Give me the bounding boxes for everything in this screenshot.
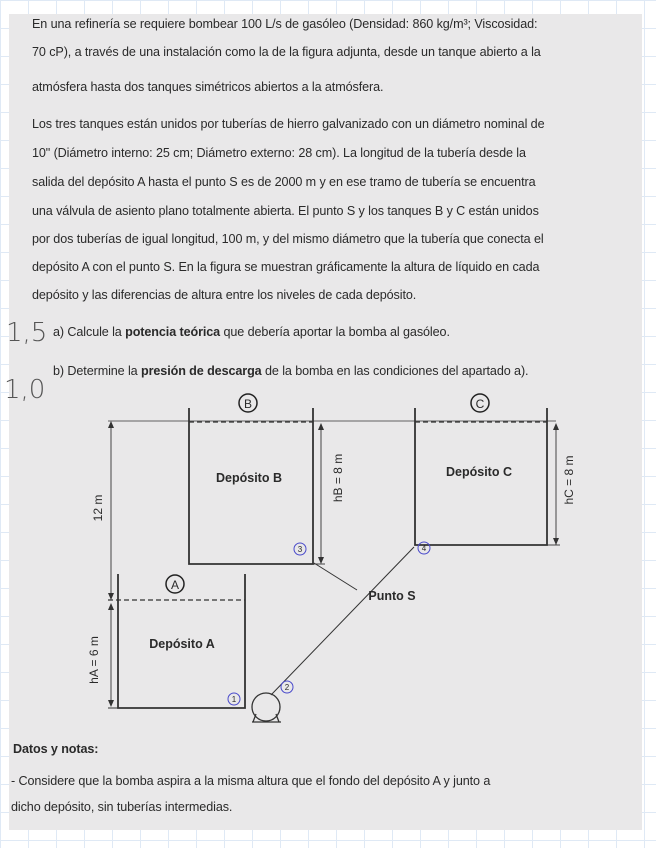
circle-b-label: B (243, 397, 253, 411)
tank-b-label: Depósito B (216, 471, 282, 485)
mark-1: 1 (231, 695, 237, 704)
paragraph2-line1: Los tres tanques están unidos por tuberías de hierro galvanizado con un diámetro nominal de (32, 117, 545, 131)
paragraph2-line4: una válvula de asiento plano totalmente abierta. El punto S y los tanques B y C están unidos (32, 204, 539, 218)
question-a-prefix: a) Calcule la (53, 325, 126, 339)
circle-a-label: A (170, 578, 180, 592)
dim-ha-label: hA = 6 m (87, 636, 101, 684)
tank-c-label: Depósito C (446, 465, 512, 479)
paragraph2-line6: depósito A con el punto S. En la figura se muestran gráficamente la altura de líquido en cada (32, 260, 540, 274)
question-b-bold: presión de descarga (141, 364, 262, 378)
question-a-suffix: que debería aportar la bomba al gasóleo. (220, 325, 450, 339)
notes-line2: dicho depósito, sin tuberías intermedias. (11, 800, 233, 814)
paragraph2-line7: depósito y las diferencias de altura entre los niveles de cada depósito. (32, 288, 417, 302)
tank-a-label: Depósito A (149, 637, 215, 651)
notes-line1: - Considere que la bomba aspira a la misma altura que el fondo del depósito A y junto a (11, 774, 491, 788)
question-b-prefix: b) Determine la (53, 364, 141, 378)
paragraph1-line1: En una refinería se requiere bombear 100 L/s de gasóleo (Densidad: 860 kg/m³; Viscosidad: (32, 17, 538, 31)
dim-hc-label: hC = 8 m (562, 455, 576, 505)
mark-3: 3 (297, 545, 303, 554)
question-a-bold: potencia teórica (125, 325, 221, 339)
punto-s-label: Punto S (368, 589, 416, 603)
pump-icon (252, 693, 280, 721)
mark-4: 4 (421, 544, 427, 553)
pipe-a-to-c (271, 547, 414, 695)
mark-2: 2 (284, 683, 290, 692)
handwritten-score-b: 1,0 (4, 375, 46, 405)
dim-hb-label: hB = 8 m (331, 453, 345, 503)
paragraph2-line2: 10" (Diámetro interno: 25 cm; Diámetro externo: 28 cm). La longitud de la tubería desde la (32, 146, 526, 160)
question-b-suffix: de la bomba en las condiciones del apartado a). (261, 364, 529, 378)
paragraph1-line2: 70 cP), a través de una instalación como la de la figura adjunta, desde un tanque abierto a la (32, 45, 541, 59)
paragraph2-line3: salida del depósito A hasta el punto S es de 2000 m y en ese tramo de tubería se encuentra (32, 175, 536, 189)
handwritten-score-a: 1,5 (6, 318, 48, 348)
paragraph1-line3: atmósfera hasta dos tanques simétricos abiertos a la atmósfera. (32, 80, 384, 94)
pipe-s-to-b (314, 563, 357, 590)
tank-b-outline (189, 408, 313, 564)
dim-12m-label: 12 m (91, 494, 105, 522)
paragraph2-line5: por dos tuberías de igual longitud, 100 m, y del mismo diámetro que la tubería que conecta el (32, 232, 544, 246)
notes-title: Datos y notas: (13, 742, 99, 756)
circle-c-label: C (475, 397, 485, 411)
